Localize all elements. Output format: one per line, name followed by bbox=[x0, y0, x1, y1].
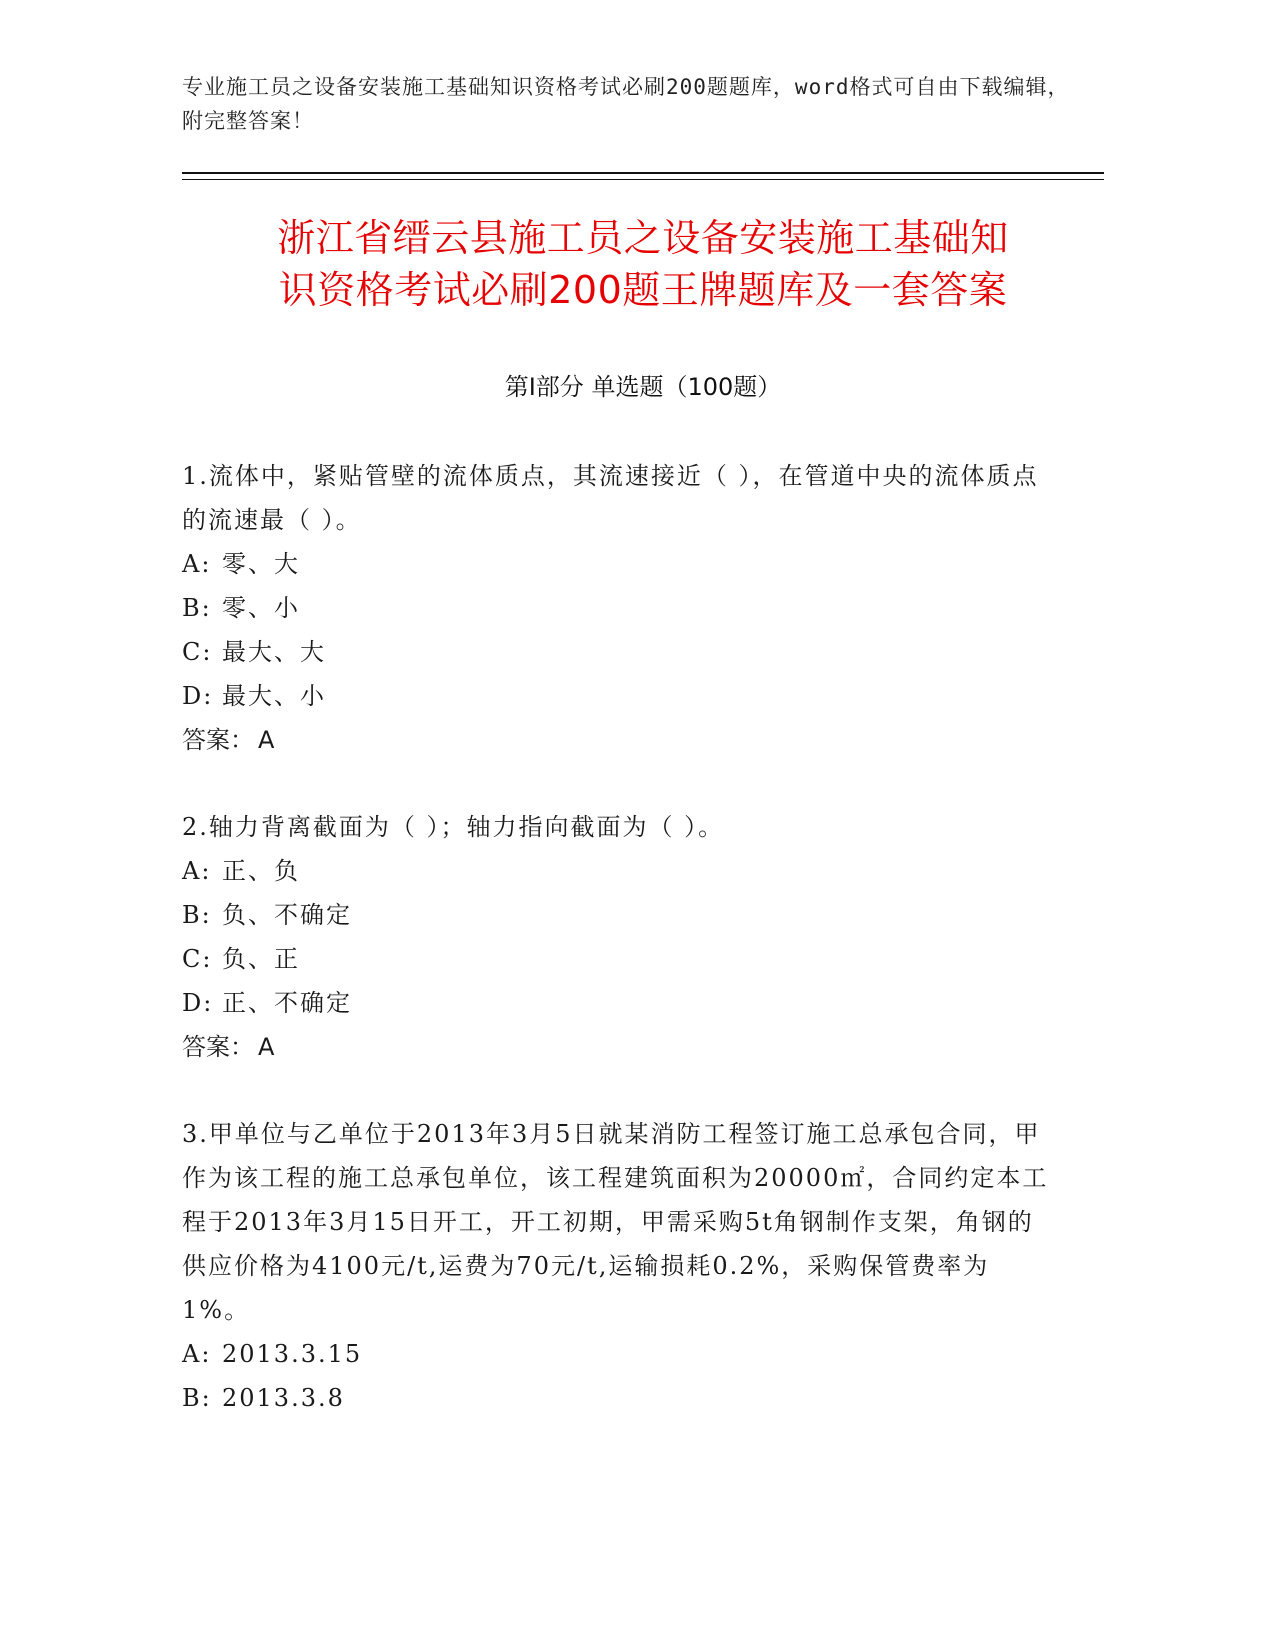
answer-line bbox=[182, 718, 1052, 762]
option-b bbox=[182, 893, 1052, 937]
option-text: 正、不确定 bbox=[222, 989, 352, 1017]
option-text: 负、不确定 bbox=[222, 901, 352, 929]
option-text: 2013.3.15 bbox=[222, 1340, 363, 1368]
option-text: 零、小 bbox=[222, 594, 300, 622]
document-title bbox=[182, 212, 1104, 316]
option-key: C: bbox=[182, 638, 213, 666]
question-stem: 2.轴力背离截面为（ ）；轴力指向截面为（ ）。 bbox=[182, 813, 725, 841]
answer-value: A bbox=[258, 1033, 275, 1061]
question-2 bbox=[182, 805, 1052, 1069]
answer-value: A bbox=[258, 726, 275, 754]
option-key: A: bbox=[182, 1340, 212, 1368]
option-b bbox=[182, 586, 1052, 630]
section-heading: 第Ⅰ部分 单选题（100题） bbox=[504, 373, 782, 401]
option-text: 负、正 bbox=[222, 945, 300, 973]
option-a bbox=[182, 849, 1052, 893]
option-d bbox=[182, 674, 1052, 718]
header-divider-thick bbox=[182, 172, 1104, 174]
option-text: 最大、大 bbox=[222, 638, 326, 666]
option-key: C: bbox=[182, 945, 213, 973]
option-text: 零、大 bbox=[222, 550, 300, 578]
question-stem: 1.流体中，紧贴管壁的流体质点，其流速接近（ ），在管道中央的流体质点的流速最（ ）。 bbox=[182, 462, 1039, 534]
question-list bbox=[182, 454, 1052, 1463]
option-c bbox=[182, 630, 1052, 674]
option-key: D: bbox=[182, 989, 214, 1017]
answer-label: 答案： bbox=[182, 1033, 254, 1061]
option-key: A: bbox=[182, 550, 212, 578]
option-d bbox=[182, 981, 1052, 1025]
question-3 bbox=[182, 1112, 1052, 1420]
option-text: 2013.3.8 bbox=[222, 1384, 345, 1412]
option-a bbox=[182, 542, 1052, 586]
question-stem: 3.甲单位与乙单位于2013年3月5日就某消防工程签订施工总承包合同，甲作为该工程的施工总承包单位，该工程建筑面积为20000㎡，合同约定本工程于2013年3月15日开工，开工初期，甲需采购5t角钢制作支架，角钢的供应价格为4100元/t,运费为70元/t,运输损耗0.2%，采购保管费率为1%。 bbox=[182, 1120, 1049, 1324]
option-b bbox=[182, 1376, 1052, 1420]
option-key: B: bbox=[182, 594, 212, 622]
header-note: 专业施工员之设备安装施工基础知识资格考试必刷200题题库，word格式可自由下载编辑，附完整答案！ bbox=[182, 75, 1070, 133]
option-a bbox=[182, 1332, 1052, 1376]
option-key: B: bbox=[182, 901, 212, 929]
answer-line bbox=[182, 1025, 1052, 1069]
option-text: 正、负 bbox=[222, 857, 300, 885]
header-divider-thin bbox=[182, 179, 1104, 180]
document-title-line-1: 浙江省缙云县施工员之设备安装施工基础知 bbox=[277, 216, 1009, 260]
option-key: D: bbox=[182, 682, 214, 710]
option-c bbox=[182, 937, 1052, 981]
document-title-line-2: 识资格考试必刷200题王牌题库及一套答案 bbox=[278, 268, 1008, 312]
option-text: 最大、小 bbox=[222, 682, 326, 710]
question-1 bbox=[182, 454, 1052, 762]
option-key: B: bbox=[182, 1384, 212, 1412]
answer-label: 答案： bbox=[182, 726, 254, 754]
option-key: A: bbox=[182, 857, 212, 885]
